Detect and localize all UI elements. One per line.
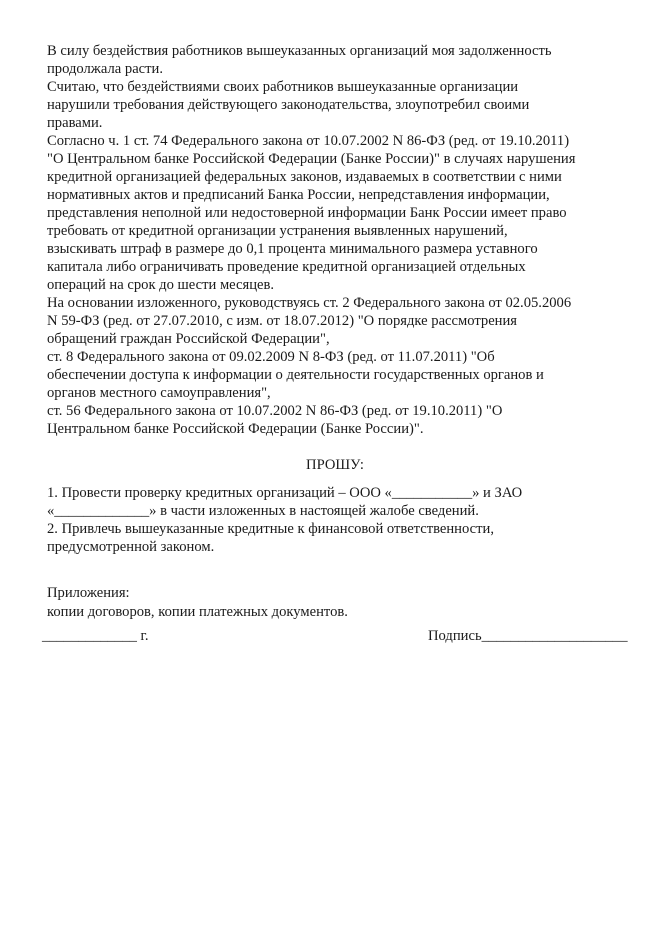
request-line: 2. Привлечь вышеуказанные кредитные к финансовой ответственности, [47,521,494,537]
body-line: обеспечении доступа к информации о деятельности государственных органов и [47,367,544,383]
body-line: капитала либо ограничивать проведение кредитной организацией отдельных [47,259,526,275]
body-line: нормативных актов и предписаний Банка России, непредставления информации, [47,187,550,203]
date-field: _____________ г. [42,628,149,644]
body-line: представления неполной или недостоверной информации Банк России имеет право [47,205,567,221]
body-line: В силу бездействия работников вышеуказанных организаций моя задолженность [47,43,552,59]
body-line: нарушили требования действующего законодательства, злоупотребил своими [47,97,530,113]
body-line: кредитной организацией федеральных законов, издаваемых в соответствии с ними [47,169,562,185]
body-line: Центральном банке Российской Федерации (Банке России)". [47,421,424,437]
body-line: Считаю, что бездействиями своих работников вышеуказанные организации [47,79,519,95]
request-line: «_____________» в части изложенных в настоящей жалобе сведений. [47,503,479,519]
body-line: N 59-ФЗ (ред. от 27.07.2010, с изм. от 18.07.2012) "О порядке рассмотрения [47,313,517,329]
body-line: органов местного самоуправления", [47,385,271,401]
body-line: взыскивать штраф в размере до 0,1 процента минимального размера уставного [47,241,538,257]
request-line: 1. Провести проверку кредитных организаций – ООО «___________» и ЗАО [47,485,523,501]
body-line: "О Центральном банке Российской Федерации (Банке России)" в случаях нарушения [47,151,576,167]
body-line: обращений граждан Российской Федерации", [47,331,330,347]
body-line: Согласно ч. 1 ст. 74 Федерального закона от 10.07.2002 N 86-ФЗ (ред. от 19.10.2011) [47,133,570,149]
attachments-title: Приложения: [47,585,130,601]
body-line: ст. 56 Федерального закона от 10.07.2002 N 86-ФЗ (ред. от 19.10.2011) "О [47,403,503,419]
request-line: предусмотренной законом. [47,539,215,555]
body-line: требовать от кредитной организации устранения выявленных нарушений, [47,223,508,239]
request-heading: ПРОШУ: [306,457,364,473]
body-line: правами. [47,115,103,131]
body-line: продолжала расти. [47,61,163,77]
signature-field: Подпись____________________ [428,628,628,644]
body-line: ст. 8 Федерального закона от 09.02.2009 N 8-ФЗ (ред. от 11.07.2011) "Об [47,349,495,365]
attachments-text: копии договоров, копии платежных документов. [47,604,348,620]
body-line: операций на срок до шести месяцев. [47,277,275,293]
body-line: На основании изложенного, руководствуясь ст. 2 Федерального закона от 02.05.2006 [47,295,572,311]
